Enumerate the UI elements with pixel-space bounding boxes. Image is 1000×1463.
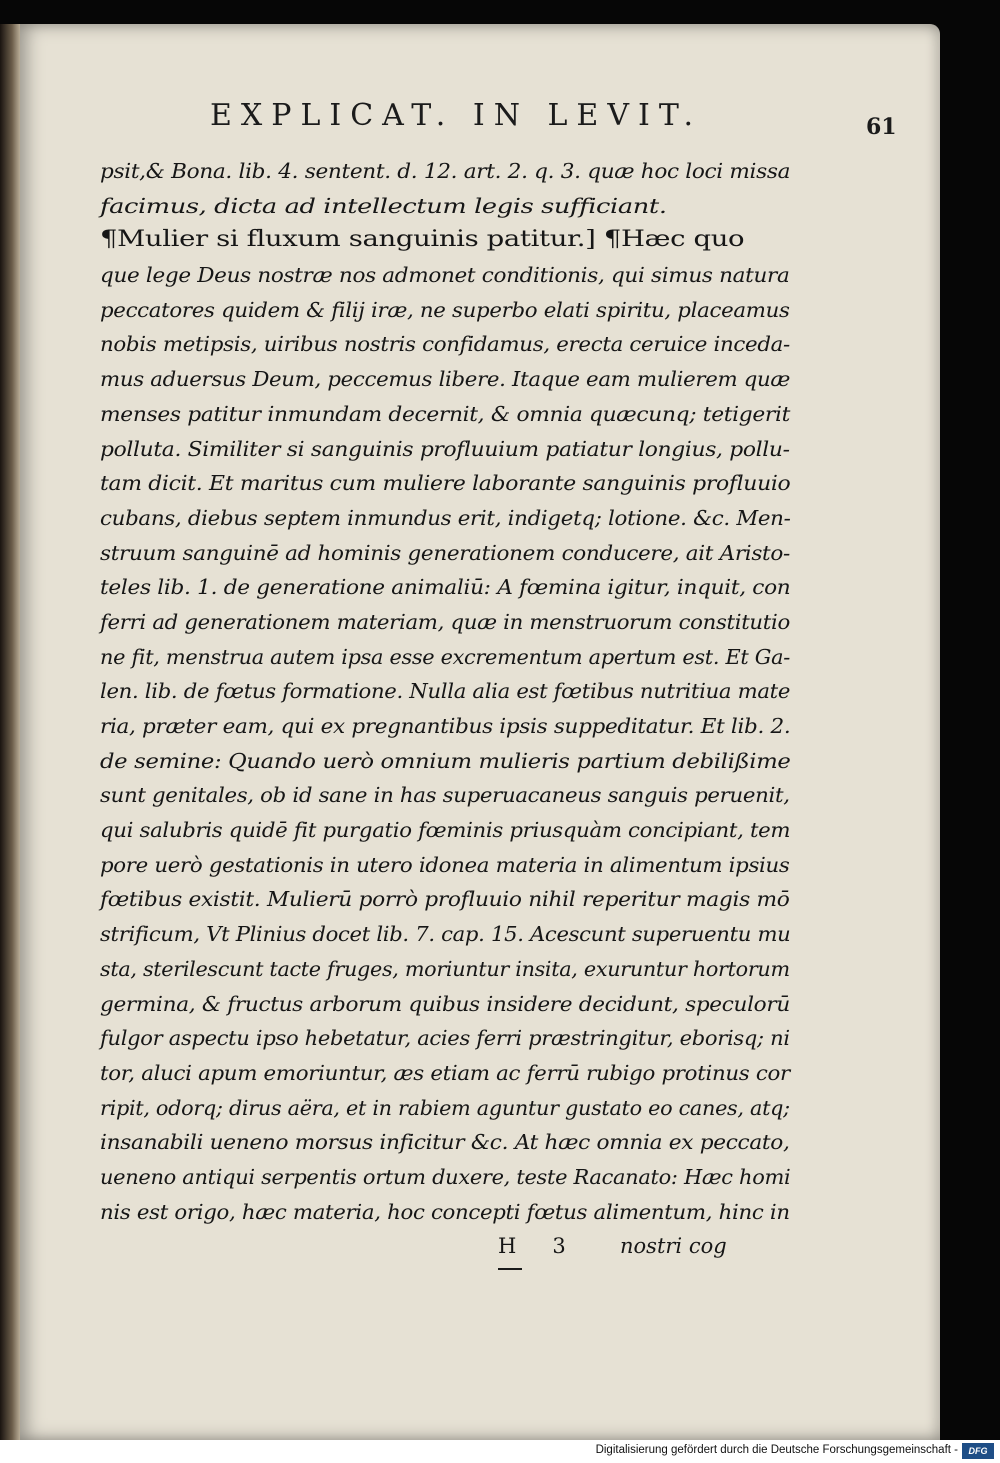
text-line: psit,& Bona. lib. 4. sentent. d. 12. art. 2. q. 3. quæ hoc loci missa — [100, 159, 791, 183]
text-line: mus aduersus Deum, peccemus libere. Itaque eam mulierem quæ — [100, 367, 791, 392]
signature-underline — [498, 1268, 522, 1270]
text-line: polluta. Similiter si sanguinis profluuium patiatur longius, pollu- — [100, 436, 790, 461]
running-title: EXPLICAT. IN LEVIT. — [210, 98, 702, 133]
text-line: sta, sterilescunt tacte fruges, moriuntur insita, exuruntur hortorum — [100, 956, 790, 981]
text-line: facimus, dicta ad intellectum legis sufficiant. — [100, 193, 667, 218]
text-line: ria, præter eam, qui ex pregnantibus ipsis suppeditatur. Et lib. 2. — [100, 714, 791, 738]
book-spine — [0, 24, 20, 1440]
text-line: de semine: Quando uerò omnium mulieris partium debilißime — [100, 748, 791, 773]
text-line: pore uerò gestationis in utero idonea materia in alimentum ipsius — [100, 852, 790, 877]
text-line: nis est origo, hæc materia, hoc concepti fœtus alimentum, hinc in — [100, 1199, 790, 1224]
text-line: qui salubris quidē fit purgatio fœminis priusquàm concipiant, tem — [100, 818, 791, 843]
text-line: ueneno antiqui serpentis ortum duxere, teste Racanato: Hæc homi — [100, 1164, 791, 1189]
text-line: len. lib. de fœtus formatione. Nulla alia est fœtibus nutritiua mate — [100, 679, 791, 704]
text-line: ripit, odorq; dirus aëra, et in rabiem aguntur gustato eo canes, atq; — [100, 1095, 790, 1120]
signature-letter: H — [498, 1234, 517, 1258]
text-line: insanabili ueneno morsus inficitur &c. At hæc omnia ex peccato, — [100, 1130, 790, 1155]
text-line: germina, & fructus arborum quibus insidere decidunt, speculorū — [100, 991, 790, 1016]
signature-number: 3 — [552, 1234, 566, 1258]
text-line: teles lib. 1. de generatione animaliū: A fœmina igitur, inquit, con — [100, 575, 791, 600]
page-foot — [100, 1232, 800, 1272]
text-line: peccatores quidem & filij iræ, ne superbo elati spiritu, placeamus — [100, 297, 790, 322]
catchword: nostri cog — [620, 1234, 727, 1258]
text-line: tam dicit. Et maritus cum muliere laborante sanguinis profluuio — [100, 471, 791, 496]
text-line: ne fit, menstrua autem ipsa esse excrementum apertum est. Et Ga- — [100, 644, 790, 669]
folio-number: 61 — [866, 114, 897, 140]
text-line: tor, aluci apum emoriuntur, æs etiam ac ferrū rubigo protinus cor — [100, 1060, 790, 1085]
text-line: strificum, Vt Plinius docet lib. 7. cap. 15. Acescunt superuentu mu — [100, 922, 791, 947]
text-line: fœtibus existit. Mulierū porrò profluuio nihil reperitur magis mō — [100, 887, 790, 912]
text-line: cubans, diebus septem inmundus erit, indigetq; lotione. &c. Men- — [100, 505, 791, 530]
text-line: fulgor aspectu ipso hebetatur, acies ferri præstringitur, eborisq; ni — [100, 1026, 790, 1051]
digitization-footer — [0, 1440, 1000, 1463]
funding-credit: Digitalisierung gefördert durch die Deutsche Forschungsgemeinschaft - — [595, 1444, 958, 1456]
text-line: que lege Deus nostræ nos admonet conditionis, qui simus natura — [100, 263, 790, 288]
text-line: nobis metipsis, uiribus nostris confidamus, erecta ceruice inceda- — [100, 332, 790, 357]
text-line: ¶Mulier si fluxum sanguinis patitur.] ¶Hæc quo — [100, 227, 745, 253]
text-line: menses patitur inmundam decernit, & omnia quæcunq; tetigerit — [100, 401, 791, 426]
signature-mark — [498, 1234, 566, 1258]
text-line: ferri ad generationem materiam, quæ in menstruorum constitutio — [100, 609, 790, 634]
text-line: struum sanguinē ad hominis generationem conducere, ait Aristo- — [100, 540, 790, 565]
page-body-text — [100, 154, 800, 1229]
dfg-logo-icon[interactable]: DFG — [962, 1443, 994, 1459]
text-line: sunt genitales, ob id sane in has superuacaneus sanguis peruenit, — [100, 783, 790, 808]
